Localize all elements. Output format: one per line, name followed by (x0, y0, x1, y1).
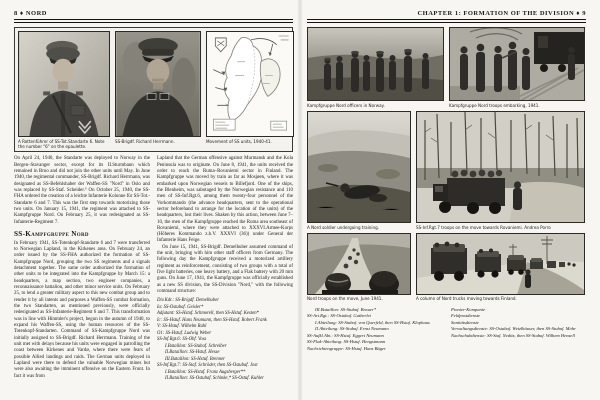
soldier-portrait-image (19, 32, 109, 137)
command-item: V: SS-Hstuf. Wilhelm Ruhl (157, 324, 207, 330)
photo-training (307, 111, 411, 230)
paragraph-3: Lapland that the German offensive against Murmansk and the Kola Peninsula was to originate. On June 8, 1941, the units received the order to reach the Ruma–Rovaniemi sector in Finland. The Kampfgruppe was moved by train as far as Mosjøen, where it was embarked upon Norwegian vessels to Billefjord. One of the ships, the Blenheim, was sabotaged by the Norwegian resistance and 110 men of SS-Inf.Rgt.6, among them twenty-four personnel of the Vorkommando (the advance headquarters, sent to the operational sector beforehand to arrange for the location of the units) of the headquarters, lost their lives. Shaken by this action, between June 7–10, the men of the Kampfgruppe reached the Ruma area southeast of Rovaniemi, where they were attached to XXXVI.Armee-Korps (Höheres Kommando z.b.V. XXXVI (36)) under General der Infanterie Hans Feige. (157, 156, 293, 244)
caption-troops-move: Nord troops on the move, June 1941. (307, 296, 383, 302)
org-item: Sanitätsdienste (451, 319, 479, 325)
command-item: I.Bataillon: SS-Stubaf. Schreiber (165, 343, 227, 349)
org-structure-continued (307, 307, 586, 353)
officers-image (308, 28, 443, 101)
org-item: Nachrichtengruppe: SS-Hstuf. Hans Bäger (307, 345, 386, 351)
org-item: I.Abteilung: SS-Stubaf. von Querfeld, then SS-Hstuf. Klophaus (315, 319, 430, 325)
command-structure-list (157, 298, 293, 382)
org-item: II.Abteilung: SS-Stubaf. Ernst Neumann (315, 326, 389, 332)
caption-herrmann-portrait: SS-Brigdf. Richard Herrmann. (115, 138, 175, 144)
org-right-column (451, 307, 586, 353)
photo-troops-move (307, 233, 411, 302)
left-photo-panel (14, 27, 293, 152)
photo-truck-column (416, 233, 585, 302)
org-item: Feldpostdienste (451, 313, 481, 319)
org-item: SS-Art.Rgt.: SS-Ostubaf. Gutberlet (307, 313, 371, 319)
command-item: Div.Kdr.: SS-Brigdf. Demelhuber (157, 298, 220, 304)
caption-truck-forest: SS-Inf.Rgt.7 troops on the move towards Rovaniemi. Andrea Porro (416, 224, 551, 230)
command-item: SS-Inf.Rgt.6: SS-Obf. Voss (157, 337, 207, 343)
header-rule (14, 19, 293, 23)
command-item: Adjutant: SS-Hstuf. Schmorell, then SS-Hstuf. Kesten* (157, 311, 259, 317)
photo-soldier-portrait (18, 31, 110, 149)
left-page-body (14, 156, 293, 383)
command-item: II.Bataillon: SS-Ostubaf. Schinke,* SS-Ostuf. Kuhler (165, 376, 264, 382)
org-item: Nachschubdienste: SS-Staf. Neditz, then SS-Stubaf. Wilhem Hensell (451, 332, 575, 338)
section-heading: SS-Kampfgruppe Nord (14, 229, 89, 238)
org-item: III.Bataillon: SS-Stubaf. Brauer* (315, 306, 376, 312)
org-item: SS-Flak-Abteilung: SS-Hstuf. Hengstmann (307, 339, 386, 345)
photo-movement-map (206, 31, 294, 149)
right-column (157, 156, 293, 383)
org-item: Verwaltungsdienste: SS-Ostubaf. Wetzlhäuser, then SS-Stubaf. Mohr (451, 326, 576, 332)
photo-row-3 (307, 233, 586, 302)
caption-soldier-portrait: A Rottenführer of SS-Tot.Standarte 6. Note the number "6" on the epaulette. (18, 138, 105, 149)
org-left-column (307, 307, 442, 353)
caption-embarking: Kampfgruppe Nord troops embarking, 1941. (449, 102, 540, 108)
left-page-header: 8 ♦ NORD (14, 10, 47, 17)
paragraph-4: On June 15, 1941, SS-Brigdf. Demelhuber assumed command of the unit, bringing with him other staff officers from Germany. The following day the Kampfgruppe received a motorized artillery regiment as reinforcement, consisting of two groups with a total of five light batteries, one heavy battery, and a Flak battery with 20 mm guns. On June 17, 1941, the Kampfgruppe was officially established as a new SS division, the SS-Division "Nord," with the following command structure: (157, 244, 293, 295)
command-item: Ia: SS-Ostubaf. Geisler* (157, 304, 204, 310)
caption-movement-map: Movement of SS units, 1940-41. (206, 138, 272, 144)
paragraph-1: On April 24, 1940, the Standarte was deployed to Norway in the Bergen–Stavanger sector, except for its II.Sturmbann which remained in Brno and did not join the other units until May. In June 1940, the regimental commander, SS-Brigdf. Richard Herrmann, was designated as SS-Befehlshaber der Waffen-SS "Nord" in Oslo and was replaced by SS-Staf. Scheider.⁵ On October 25, 1940, the SS-FHA ordered the creation of a leichte Infanterie Kolonne für SS-Tot.-Standarte 6 and 7. This was the first step towards motorizing those two units. On January 15, 1941, the regiment was attached to SS-Kampfgruppe Nord. On February 25, it was redesignated as SS-Infanterie-Regiment 7. (14, 156, 150, 225)
caption-truck-column: A column of Nord trucks moving towards Finland. (416, 296, 517, 302)
caption-officers: Kampfgruppe Nord officers in Norway. (307, 102, 385, 108)
truck-column-image (417, 234, 584, 295)
org-item: SS-Aufkl.Abt.: SS-Hstuf. Eggert Neumann (307, 332, 384, 338)
org-item: Pionier-Kompanie (451, 306, 486, 312)
command-item: O1: SS-Hstuf. Ludwig Weber (157, 330, 212, 336)
right-page (300, 0, 600, 400)
photo-herrmann-portrait (115, 31, 201, 149)
right-page-header: CHAPTER 1: FORMATION OF THE DIVISION ♦ 9 (417, 10, 586, 17)
header-rule (307, 19, 586, 23)
troops-move-image (308, 234, 410, 295)
command-item: SS-Inf.Rgt.7: SS-Staf. Schröder, then SS-Ostubaf. Jost (157, 363, 258, 369)
photo-truck-forest (416, 111, 585, 230)
photo-row-2 (307, 111, 586, 230)
embarking-image (450, 28, 584, 101)
left-column (14, 156, 150, 383)
photo-officers (307, 27, 444, 108)
command-item: I.Bataillon: SS-Hstuf. Franz Augsberger** (165, 369, 246, 375)
command-item: III.Bataillon: SS-Hstuf. Brenner (165, 356, 225, 362)
training-image (308, 112, 410, 223)
paragraph-2: In February 1941, SS-Totenkopf-Standarte 6 and 7 were transferred to Norwegian Lapland, in the Kirkenes area. On February 24, an order issued by the SS-FHA authorized the formation of SS-Kampfgruppe Nord, grouping the two SS regiments and a signals detachment together. The same order authorized the formation of other units to be integrated into the Kampfgruppe by March 15: a headquarters, a map section, two engineer companies, a reconnaissance battalion, and other minor service units. On February 25, to lend a greater military aspect to this new combat group and to render it by all intents and purposes a Waffen-SS combat formation, the two Standarten, as mentioned previously, were officially redesignated as SS-Infanterie-Regiment 6 and 7. This transformation was in line with Himmler's project, begun in the autumn of 1940, to expand his Waffen-SS, using the human resources of the SS-Totenkopf-Standarten. Command of SS-Kampfgruppe Nord was initially assigned to SS-Brigdf. Richard Herrmann. Training of the unit met with delays because his units were engaged in patrolling the coast between Kirkenes and Vardø, where there were fears of possible Allied landings and raids. The German units deployed in Lapland were there to defend the valuable Norwegian mines but were also awaiting the imminent offensive on the Eastern Front. In fact it was from (14, 240, 150, 379)
truck-forest-image (417, 112, 584, 223)
caption-training: A Nord soldier undergoing training. (307, 224, 380, 230)
herrmann-portrait-image (116, 32, 200, 137)
command-item: Ic: SS-Hstuf. Hans Neumann, then SS-Hstuf. Robert Frank (157, 317, 267, 323)
photo-row-1 (307, 27, 586, 108)
movement-map-image (207, 32, 293, 137)
photo-embarking (449, 27, 585, 108)
command-item: II.Bataillon: SS-Hstuf. Hesse (165, 350, 220, 356)
